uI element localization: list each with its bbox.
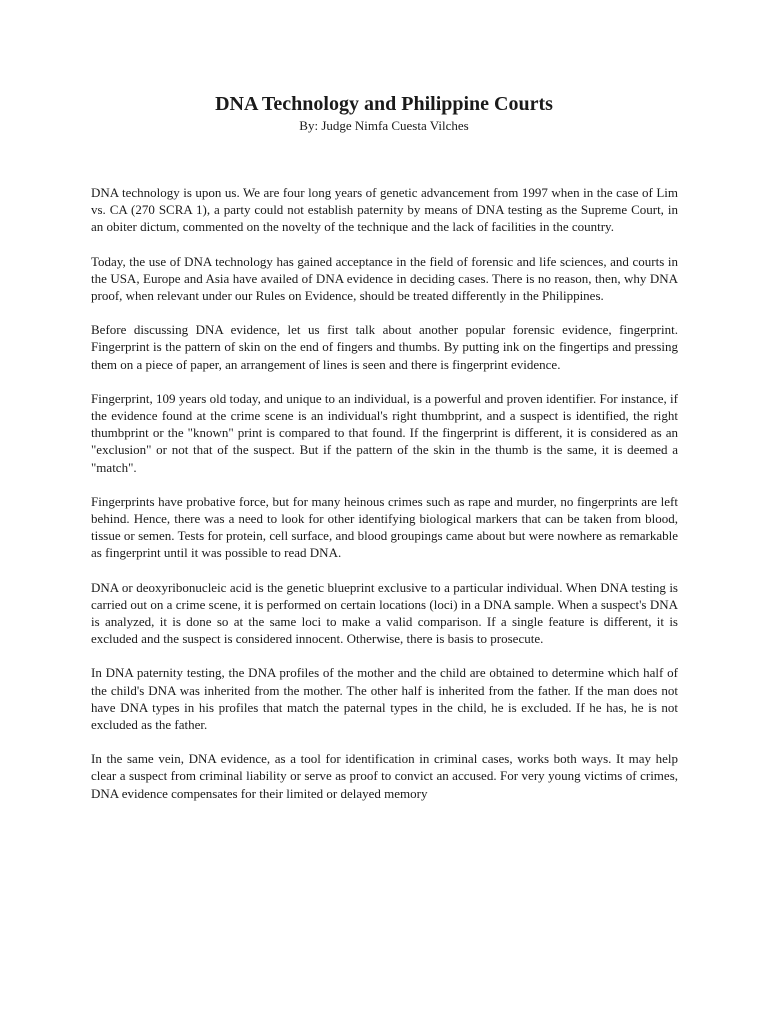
paragraph: DNA or deoxyribonucleic acid is the genetic blueprint exclusive to a particular individual. When DNA testing is carried out on a crime scene, it is performed on certain locations (loci) in a DNA sample. When a suspect's DNA is analyzed, it is done so at the same loci to make a valid comparison. If a single feature is different, it is excluded and the suspect is considered innocent. Otherwise, there is basis to prosecute.	[91, 579, 678, 647]
paragraph: Fingerprint, 109 years old today, and unique to an individual, is a powerful and proven identifier. For instance, if the evidence found at the crime scene is an individual's right thumbprint, and a suspect is identified, the right thumbprint or the "known" print is compared to that found. If the fingerprint is different, it is considered as an "exclusion" or not that of the suspect. But if the pattern of the skin in the thumb is the same, it is deemed a "match".	[91, 390, 678, 475]
paragraph: Before discussing DNA evidence, let us first talk about another popular forensic evidence, fingerprint. Fingerprint is the pattern of skin on the end of fingers and thumbs. By putting ink on the fingertips and pressing them on a piece of paper, an arrangement of lines is seen and there is fingerprint evidence.	[91, 322, 678, 372]
document-body	[91, 184, 678, 819]
document-byline: By: Judge Nimfa Cuesta Vilches	[299, 118, 469, 133]
paragraph: Today, the use of DNA technology has gained acceptance in the field of forensic and life sciences, and courts in the USA, Europe and Asia have availed of DNA evidence in deciding cases. There is no reason, then, why DNA proof, when relevant under our Rules on Evidence, should be treated differently in the Philippines.	[91, 253, 678, 304]
paragraph: Fingerprints have probative force, but for many heinous crimes such as rape and murder, no fingerprints are left behind. Hence, there was a need to look for other identifying biological markers that can be taken from blood, tissue or semen. Tests for protein, cell surface, and blood groupings came about but were nowhere as remarkable as fingerprint until it was possible to read DNA.	[91, 493, 678, 561]
paragraph: DNA technology is upon us. We are four long years of genetic advancement from 1997 when in the case of Lim vs. CA (270 SCRA 1), a party could not establish paternity by means of DNA testing as the Supreme Court, in an obiter dictum, commented on the novelty of the technique and the lack of facilities in the country.	[91, 185, 678, 235]
paragraph: In DNA paternity testing, the DNA profiles of the mother and the child are obtained to determine which half of the child's DNA was inherited from the mother. The other half is inherited from the father. If the man does not have DNA types in his profiles that match the paternal types in the child, he is excluded. If he has, he is not excluded as the father.	[91, 665, 678, 733]
document-title: DNA Technology and Philippine Courts	[215, 93, 553, 115]
paragraph: In the same vein, DNA evidence, as a tool for identification in criminal cases, works both ways. It may help clear a suspect from criminal liability or serve as proof to convict an accused. For very young victims of crimes, DNA evidence compensates for their limited or delayed memory	[91, 751, 678, 801]
